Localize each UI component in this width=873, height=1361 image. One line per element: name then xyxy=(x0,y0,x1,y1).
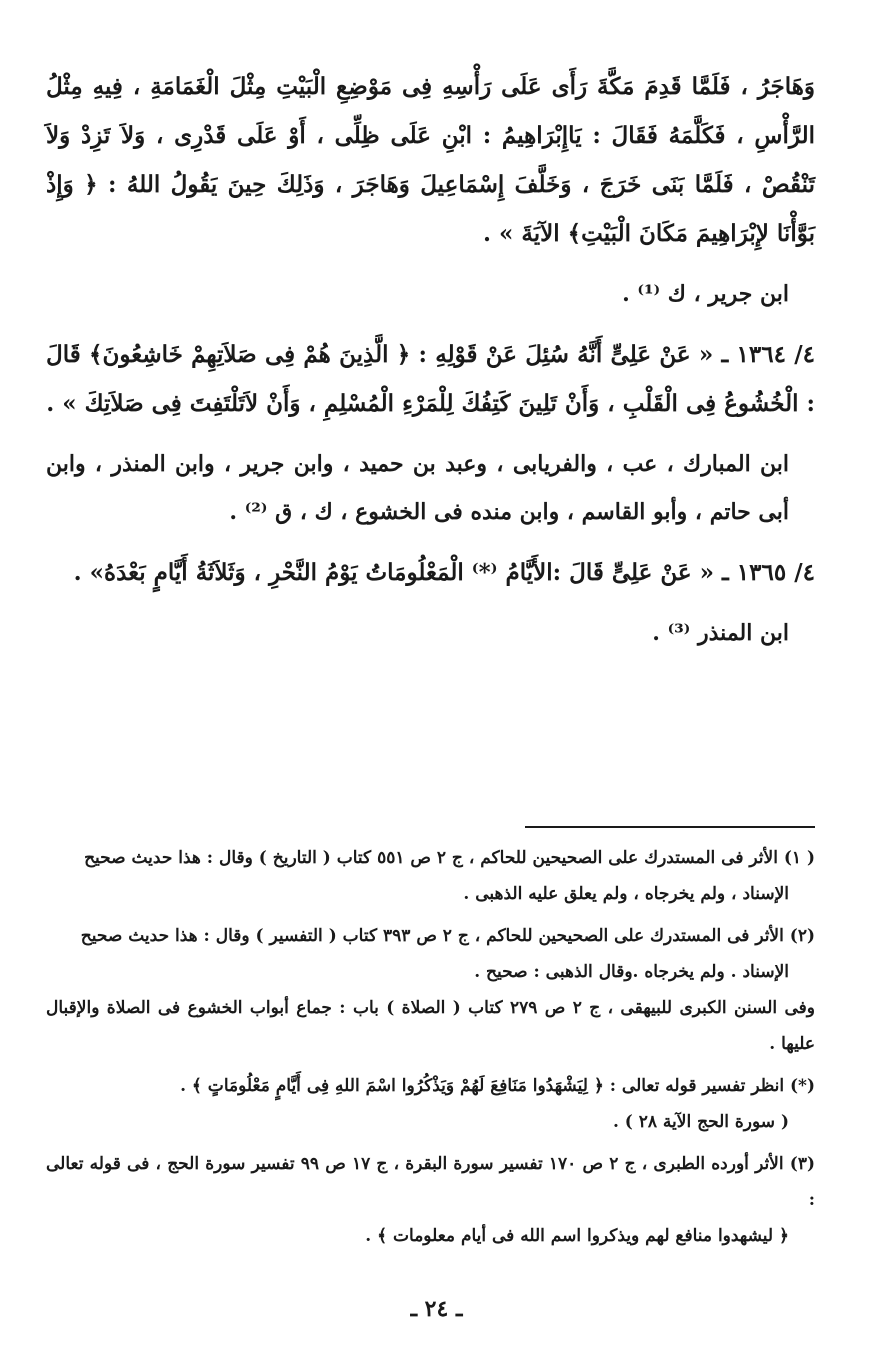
hadith-1365 xyxy=(46,548,815,597)
footnote-3: (٣) الأثر أورده الطبرى ، ج ٢ ص ١٧٠ تفسير سورة البقرة ، ج ١٧ ص ٩٩ تفسير سورة الحج ، فى قوله تعالى : xyxy=(46,1154,816,1210)
main-text xyxy=(46,62,815,657)
paragraph-continuation: وَهَاجَرُ ، فَلَمَّا قَدِمَ مَكَّةَ رَأَى عَلَى رَأْسِهِ فِى مَوْضِعِ الْبَيْتِ مِثْلَ الْغَمَامَةِ ، فِيهِ مِثْلُ الرَّأْسِ ، فَكَلَّمَهُ فَقَالَ : يَاإِبْرَاهِيمُ : ابْنِ عَلَى ظِلِّى ، أَوْ عَلَى قَدْرِى ، وَلاَ تَزِدْ وَلاَ تَنْقُصْ ، فَلَمَّا بَنَى خَرَجَ ، وَخَلَّفَ إِسْمَاعِيلَ وَهَاجَرَ ، وَذَلِكَ حِينَ يَقُولُ اللهُ : ﴿ وَإِذْ بَوَّأْنَا لإِبْرَاهِيمَ مَكَانَ الْبَيْتِ﴾ الآيَةَ » . xyxy=(46,73,815,247)
source-citation-1: ابن جرير ، ك ⁽¹⁾ . xyxy=(622,281,789,307)
footnotes xyxy=(46,840,815,1254)
footnote-2-continuation: الإسناد . ولم يخرجاه .وقال الذهبى : صحيح . xyxy=(474,962,789,982)
hadith-text-1365: « عَنْ عَلِىٍّ قَالَ :الأَيَّامُ ⁽*⁾ الْمَعْلُومَاتُ يَوْمُ النَّحْرِ ، وَثَلاَثَةُ أَيَّامٍ بَعْدَهُ» . xyxy=(73,559,715,586)
footnote-2: (٢) الأثر فى المستدرك على الصحيحين للحاكم ، ج ٢ ص ٣٩٣ كتاب ( التفسير ) وقال : هذا حديث صحيح xyxy=(80,926,815,946)
hadith-1364 xyxy=(46,330,815,428)
hadith-text-1364: « عَنْ عَلِىٍّ أَنَّهُ سُئِلَ عَنْ قَوْلِهِ : ﴿ الَّذِينَ هُمْ فِى صَلاَتِهِمْ خَاشِعُونَ﴾ قَالَ : الْخُشُوعُ فِى الْقَلْبِ ، وَأَنْ تَلِينَ كَتِفُكَ لِلْمَرْءِ الْمُسْلِمِ ، وَأَنْ لاَتَلْتَفِتَ فِى صَلاَتِكَ » . xyxy=(46,341,815,417)
footnote-1: ( ١) الأثر فى المستدرك على الصحيحين للحاكم ، ج ٢ ص ٥٥١ كتاب ( التاريخ ) وقال : هذا حديث صحيح xyxy=(84,848,815,868)
footnote-star: (*) انظر تفسير قوله تعالى : ﴿ لِيَشْهَدُوا مَنَافِعَ لَهُمْ وَيَذْكُرُوا اسْمَ اللهِ فِى أَيَّامٍ مَعْلُومَاتٍ ﴾ . xyxy=(180,1076,815,1096)
footnote-2-extra: وفى السنن الكبرى للبيهقى ، ج ٢ ص ٢٧٩ كتاب ( الصلاة ) باب : جماع أبواب الخشوع فى الصلاة والإقبال عليها . xyxy=(46,998,815,1054)
footnote-1-continuation: الإسناد ، ولم يخرجاه ، ولم يعلق عليه الذهبى . xyxy=(463,884,789,904)
hadith-number-1364: ٤/ ١٣٦٤ ـ xyxy=(721,341,815,368)
footnote-star-continuation: ( سورة الحج الآية ٢٨ ) . xyxy=(612,1112,789,1132)
footnote-divider xyxy=(525,826,815,828)
source-citation-3: ابن المنذر ⁽³⁾ . xyxy=(652,620,789,646)
source-citation-2: ابن المبارك ، عب ، والفريابى ، وعبد بن حميد ، وابن جرير ، وابن المنذر ، وابن أبى حاتم ، وأبو القاسم ، وابن منده فى الخشوع ، ك ، ق ⁽²⁾ . xyxy=(46,451,789,525)
footnote-3-continuation: ﴿ ليشهدوا منافع لهم ويذكروا اسم الله فى أيام معلومات ﴾ . xyxy=(365,1226,789,1246)
page-number: ـ ٢٤ ـ xyxy=(410,1296,463,1322)
hadith-number-1365: ٤/ ١٣٦٥ ـ xyxy=(722,559,815,586)
